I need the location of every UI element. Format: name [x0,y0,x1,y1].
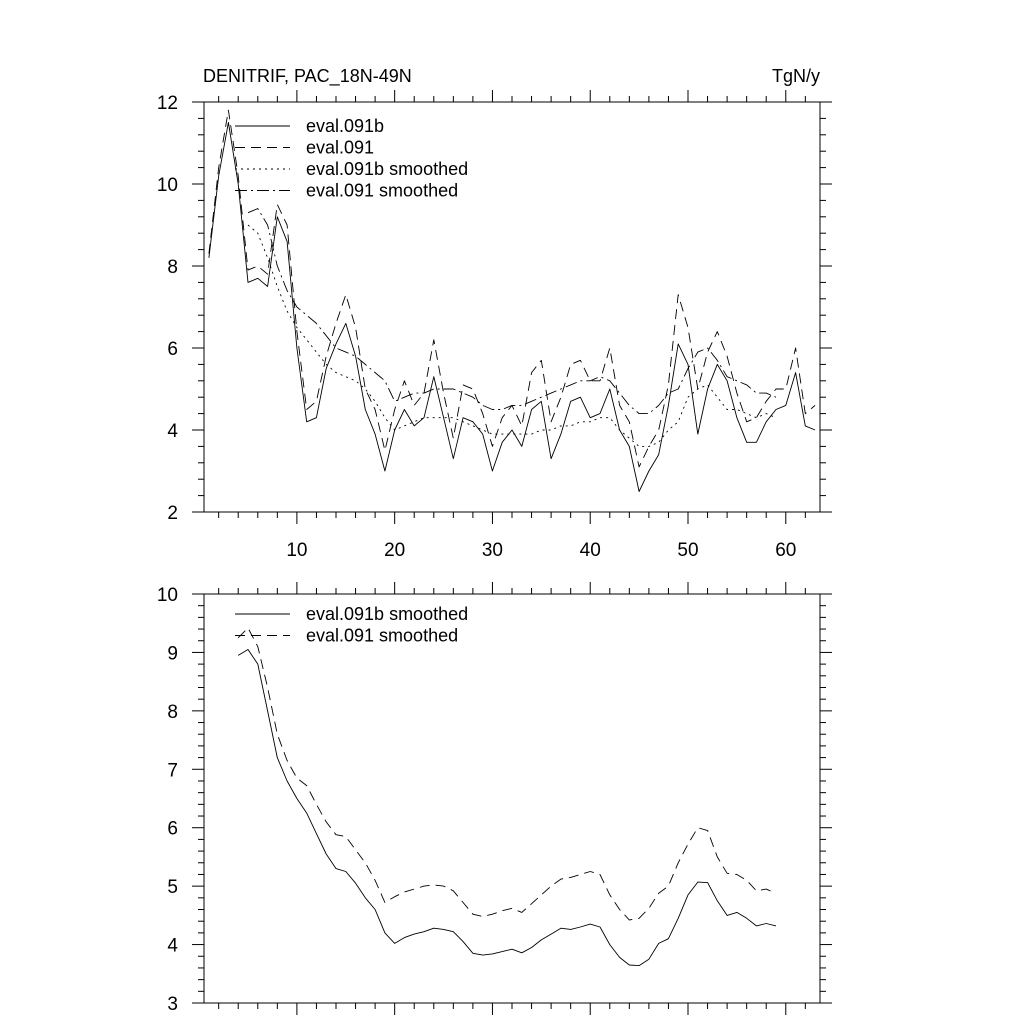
x-tick-label: 60 [775,540,797,561]
y-tick-label: 3 [167,994,178,1015]
y-tick-label: 12 [156,93,178,114]
bottom-panel [157,582,832,1015]
chart-title: DENITRIF, PAC_18N-49N [203,66,412,86]
series-line [238,625,776,920]
series-line [248,225,776,446]
y-tick-label: 4 [167,421,178,442]
legend-label: eval.091b smoothed [306,159,469,179]
y-tick-label: 4 [167,935,178,957]
x-tick-label: 20 [384,540,406,561]
series-line [209,110,815,467]
y-tick-label: 6 [167,339,178,360]
x-tick-label: 30 [481,540,504,561]
top-panel [157,90,832,561]
y-tick-label: 10 [156,585,178,606]
units-label: TgN/y [771,66,820,86]
x-tick-label: 40 [579,540,601,561]
y-tick-label: 7 [167,760,178,782]
y-tick-label: 9 [167,643,178,665]
y-tick-label: 8 [167,257,178,278]
y-tick-label: 2 [167,503,178,524]
series-line [209,123,815,492]
y-tick-label: 5 [167,877,178,899]
legend-label: eval.091b [306,116,385,136]
series-line [238,650,776,966]
y-tick-label: 8 [167,701,178,723]
legend-label: eval.091 [306,137,375,158]
x-tick-label: 50 [677,540,699,561]
y-tick-label: 10 [156,175,178,196]
legend-label: eval.091b smoothed [306,604,469,624]
y-tick-label: 6 [167,818,178,840]
legend-label: eval.091 smoothed [306,625,459,646]
x-tick-label: 10 [286,540,308,561]
legend-label: eval.091 smoothed [306,180,459,201]
